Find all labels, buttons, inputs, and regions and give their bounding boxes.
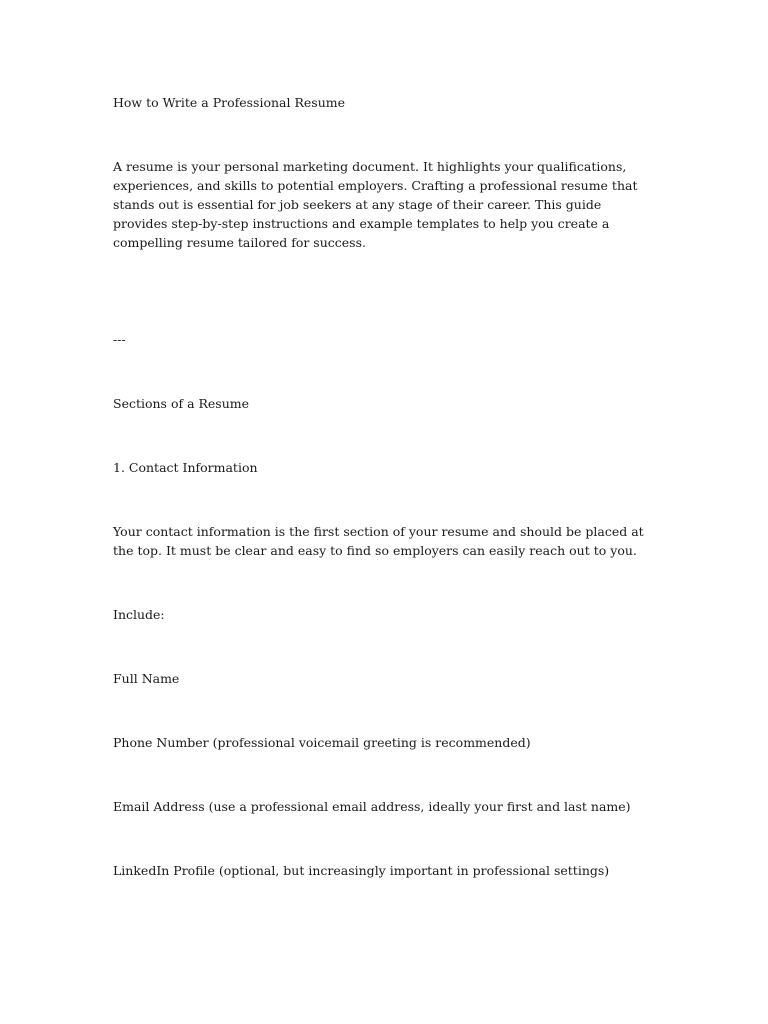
section-separator: --- xyxy=(113,332,126,347)
include-label: Include: xyxy=(113,607,165,622)
list-item-linkedin-profile: LinkedIn Profile (optional, but increasingly important in professional settings) xyxy=(113,863,610,878)
contact-info-description: Your contact information is the first section of your resume and should be placed at the top. It must be clear and easy to find so employers can easily reach out to you. xyxy=(113,524,644,558)
intro-paragraph: A resume is your personal marketing document. It highlights your qualifications, experiences, and skills to potential employers. Crafting a professional resume that stands out is essential for job seekers at any stage of their career. This guide provides step-by-step instructions and example templates to help you create a compelling resume tailored for success. xyxy=(113,159,638,250)
list-item-email-address: Email Address (use a professional email address, ideally your first and last name) xyxy=(113,799,631,814)
document-title: How to Write a Professional Resume xyxy=(113,95,345,110)
contact-info-heading: 1. Contact Information xyxy=(113,460,258,475)
list-item-full-name: Full Name xyxy=(113,671,180,686)
list-item-phone-number: Phone Number (professional voicemail greeting is recommended) xyxy=(113,735,531,750)
sections-heading: Sections of a Resume xyxy=(113,396,250,411)
